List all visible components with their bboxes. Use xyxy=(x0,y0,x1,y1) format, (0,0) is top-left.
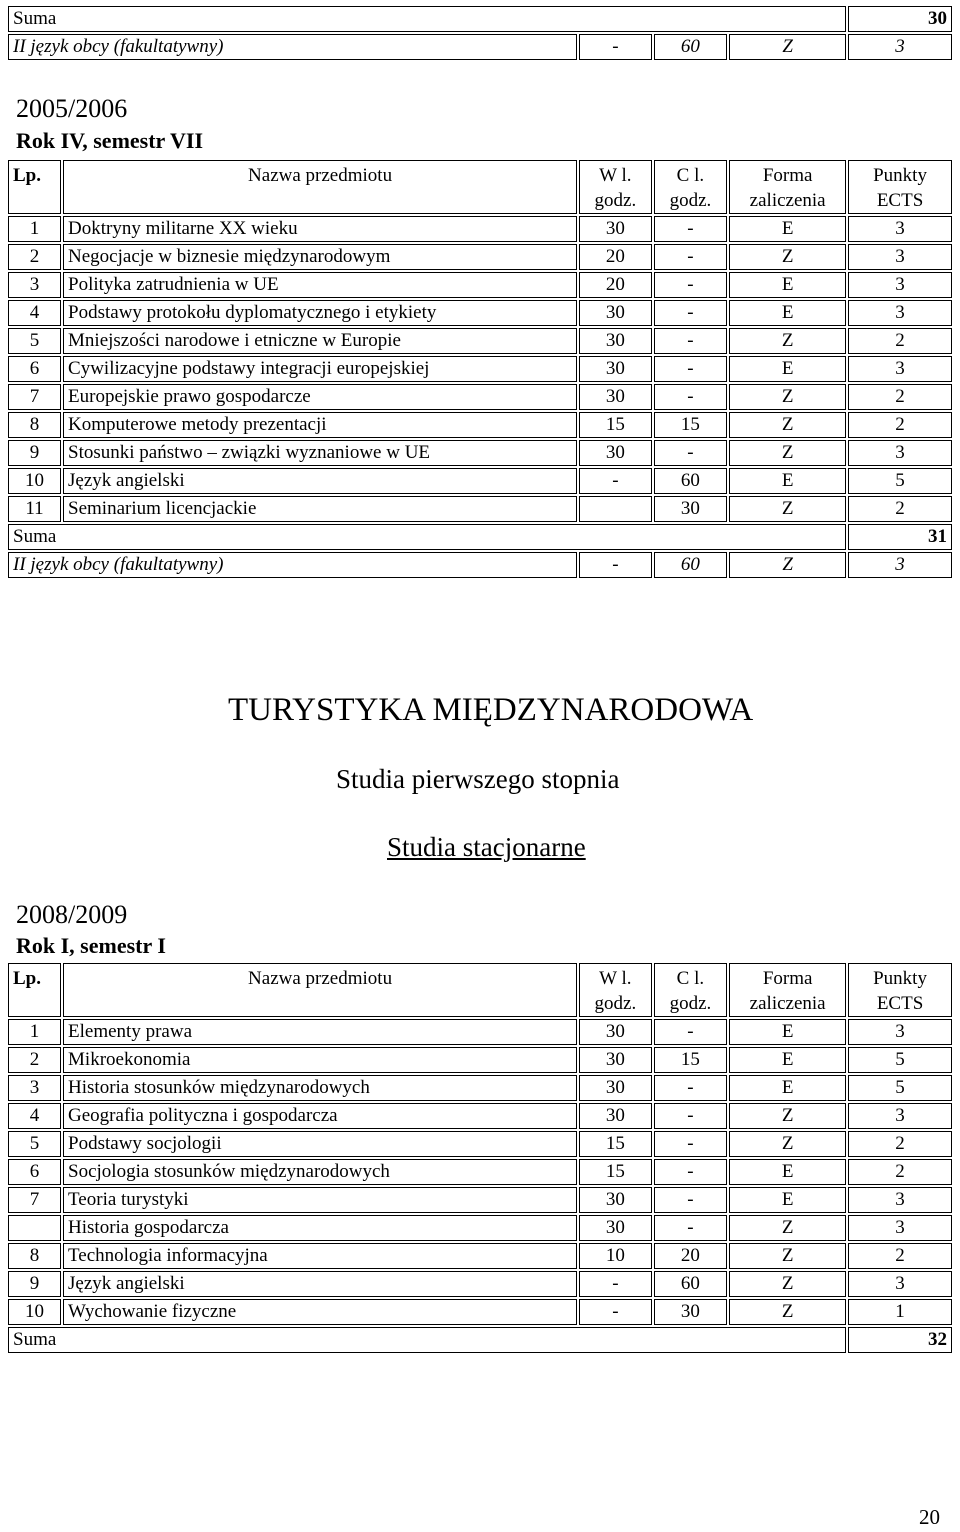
row-ects: 3 xyxy=(848,440,952,466)
row-w: 15 xyxy=(579,412,652,438)
table-row xyxy=(8,412,952,438)
row-name: Europejskie prawo gospodarcze xyxy=(63,384,577,410)
row-ects: 5 xyxy=(848,468,952,494)
extra-ects: 3 xyxy=(848,552,952,578)
row-c: 20 xyxy=(654,1243,728,1269)
row-forma: E xyxy=(729,356,846,382)
suma-row xyxy=(8,6,952,32)
row-name: Podstawy socjologii xyxy=(63,1131,577,1157)
section2-rows xyxy=(8,1019,952,1325)
row-c: - xyxy=(654,272,728,298)
row-lp: 6 xyxy=(8,356,61,382)
row-ects: 3 xyxy=(848,1187,952,1213)
row-forma: Z xyxy=(729,244,846,270)
row-ects: 5 xyxy=(848,1047,952,1073)
row-name: Historia gospodarcza xyxy=(63,1215,577,1241)
row-w: 10 xyxy=(579,1243,652,1269)
row-c: 60 xyxy=(654,1271,728,1297)
row-lp: 2 xyxy=(8,1047,61,1073)
row-name: Doktryny militarne XX wieku xyxy=(63,216,577,242)
table-row xyxy=(8,1047,952,1073)
row-lp: 4 xyxy=(8,300,61,326)
table-row xyxy=(8,440,952,466)
table-row xyxy=(8,1159,952,1185)
row-forma: E xyxy=(729,1159,846,1185)
row-lp: 3 xyxy=(8,1075,61,1101)
row-ects: 3 xyxy=(848,1019,952,1045)
row-c: 30 xyxy=(654,496,728,522)
page-number: 20 xyxy=(919,1505,940,1529)
row-lp: 9 xyxy=(8,440,61,466)
row-name: Negocjacje w biznesie międzynarodowym xyxy=(63,244,577,270)
row-w: 30 xyxy=(579,1187,652,1213)
row-ects: 2 xyxy=(848,412,952,438)
table-row xyxy=(8,356,952,382)
section2-semester: Rok I, semestr I xyxy=(16,933,166,958)
row-forma: Z xyxy=(729,1103,846,1129)
row-forma: E xyxy=(729,468,846,494)
suma-value: 32 xyxy=(848,1327,952,1353)
header-forma: Forma zaliczenia xyxy=(729,160,846,214)
suma-row xyxy=(8,524,952,550)
row-lp: 11 xyxy=(8,496,61,522)
header-name: Nazwa przedmiotu xyxy=(63,160,577,214)
row-ects: 2 xyxy=(848,1243,952,1269)
row-ects: 3 xyxy=(848,1103,952,1129)
row-ects: 2 xyxy=(848,328,952,354)
row-ects: 2 xyxy=(848,496,952,522)
row-ects: 2 xyxy=(848,384,952,410)
row-forma: Z xyxy=(729,1299,846,1325)
row-w xyxy=(579,496,652,522)
row-lp: 3 xyxy=(8,272,61,298)
row-w: 15 xyxy=(579,1131,652,1157)
row-c: - xyxy=(654,1075,728,1101)
table-row xyxy=(8,1019,952,1045)
row-forma: E xyxy=(729,1075,846,1101)
row-c: - xyxy=(654,244,728,270)
extra-name: II język obcy (fakultatywny) xyxy=(8,552,577,578)
row-w: 30 xyxy=(579,328,652,354)
table-header-row xyxy=(8,963,952,1017)
table-header-row xyxy=(8,160,952,214)
header-forma: Forma zaliczenia xyxy=(729,963,846,1017)
table-row xyxy=(8,1243,952,1269)
table-row xyxy=(8,1271,952,1297)
table-row xyxy=(8,244,952,270)
row-w: 30 xyxy=(579,384,652,410)
row-name: Stosunki państwo – związki wyznaniowe w UE xyxy=(63,440,577,466)
row-forma: E xyxy=(729,216,846,242)
header-c: C l. godz. xyxy=(654,963,728,1017)
row-c: - xyxy=(654,1131,728,1157)
row-lp: 10 xyxy=(8,1299,61,1325)
row-w: 30 xyxy=(579,1047,652,1073)
row-w: 20 xyxy=(579,244,652,270)
row-w: - xyxy=(579,1271,652,1297)
suma-row xyxy=(8,1327,952,1353)
row-c: 15 xyxy=(654,1047,728,1073)
row-lp: 6 xyxy=(8,1159,61,1185)
row-name: Komputerowe metody prezentacji xyxy=(63,412,577,438)
header-w: W l. godz. xyxy=(579,963,652,1017)
row-lp: 8 xyxy=(8,412,61,438)
suma-label: Suma xyxy=(8,524,846,550)
table-row xyxy=(8,1215,952,1241)
row-name: Podstawy protokołu dyplomatycznego i etykiety xyxy=(63,300,577,326)
row-name: Mikroekonomia xyxy=(63,1047,577,1073)
row-c: - xyxy=(654,216,728,242)
row-forma: Z xyxy=(729,1215,846,1241)
row-lp: 2 xyxy=(8,244,61,270)
row-forma: E xyxy=(729,1047,846,1073)
row-name: Polityka zatrudnienia w UE xyxy=(63,272,577,298)
row-lp xyxy=(8,1215,61,1241)
row-ects: 3 xyxy=(848,216,952,242)
row-c: - xyxy=(654,1159,728,1185)
header-name: Nazwa przedmiotu xyxy=(63,963,577,1017)
program-level: Studia pierwszego stopnia xyxy=(336,764,620,794)
row-lp: 8 xyxy=(8,1243,61,1269)
row-ects: 1 xyxy=(848,1299,952,1325)
row-lp: 1 xyxy=(8,1019,61,1045)
row-c: 30 xyxy=(654,1299,728,1325)
row-c: - xyxy=(654,440,728,466)
row-c: - xyxy=(654,328,728,354)
suma-label: Suma xyxy=(8,1327,846,1353)
extra-w: - xyxy=(579,552,652,578)
section1-semester: Rok IV, semestr VII xyxy=(16,128,204,153)
section1-year: 2005/2006 xyxy=(16,94,128,123)
row-forma: E xyxy=(729,300,846,326)
header-w: W l. godz. xyxy=(579,160,652,214)
row-w: 30 xyxy=(579,440,652,466)
row-w: 30 xyxy=(579,1019,652,1045)
row-name: Seminarium licencjackie xyxy=(63,496,577,522)
row-ects: 3 xyxy=(848,272,952,298)
program-title: TURYSTYKA MIĘDZYNARODOWA xyxy=(228,692,754,728)
table-row xyxy=(8,300,952,326)
table-row xyxy=(8,496,952,522)
row-lp: 9 xyxy=(8,1271,61,1297)
row-ects: 3 xyxy=(848,300,952,326)
table-row xyxy=(8,384,952,410)
row-lp: 1 xyxy=(8,216,61,242)
row-name: Technologia informacyjna xyxy=(63,1243,577,1269)
row-c: - xyxy=(654,1103,728,1129)
table-row xyxy=(8,1187,952,1213)
table-row xyxy=(8,1299,952,1325)
row-name: Socjologia stosunków międzynarodowych xyxy=(63,1159,577,1185)
extra-name: II język obcy (fakultatywny) xyxy=(8,34,577,60)
row-w: 30 xyxy=(579,216,652,242)
row-lp: 4 xyxy=(8,1103,61,1129)
row-w: 30 xyxy=(579,300,652,326)
row-ects: 5 xyxy=(848,1075,952,1101)
header-lp: Lp. xyxy=(8,963,61,1017)
row-lp: 7 xyxy=(8,1187,61,1213)
table-row xyxy=(8,272,952,298)
row-lp: 7 xyxy=(8,384,61,410)
row-forma: Z xyxy=(729,1243,846,1269)
table-row xyxy=(8,1075,952,1101)
row-w: - xyxy=(579,468,652,494)
row-forma: E xyxy=(729,1187,846,1213)
row-forma: Z xyxy=(729,1131,846,1157)
program-mode: Studia stacjonarne xyxy=(387,832,586,862)
row-ects: 2 xyxy=(848,1131,952,1157)
top-table xyxy=(6,4,954,62)
table-row xyxy=(8,468,952,494)
row-name: Mniejszości narodowe i etniczne w Europie xyxy=(63,328,577,354)
row-forma: Z xyxy=(729,384,846,410)
row-c: - xyxy=(654,1019,728,1045)
extra-language-row xyxy=(8,34,952,60)
row-name: Język angielski xyxy=(63,468,577,494)
header-ects: Punkty ECTS xyxy=(848,160,952,214)
row-ects: 3 xyxy=(848,356,952,382)
suma-value: 30 xyxy=(848,6,952,32)
row-c: - xyxy=(654,300,728,326)
section1-table xyxy=(6,158,954,580)
row-c: - xyxy=(654,384,728,410)
row-forma: Z xyxy=(729,412,846,438)
suma-value: 31 xyxy=(848,524,952,550)
row-name: Elementy prawa xyxy=(63,1019,577,1045)
suma-label: Suma xyxy=(8,6,846,32)
header-lp: Lp. xyxy=(8,160,61,214)
extra-forma: Z xyxy=(729,34,846,60)
row-forma: E xyxy=(729,1019,846,1045)
row-w: 30 xyxy=(579,1215,652,1241)
row-c: - xyxy=(654,356,728,382)
extra-w: - xyxy=(579,34,652,60)
extra-c: 60 xyxy=(654,552,728,578)
section2-year: 2008/2009 xyxy=(16,900,128,929)
row-w: 15 xyxy=(579,1159,652,1185)
row-lp: 5 xyxy=(8,1131,61,1157)
extra-language-row xyxy=(8,552,952,578)
row-w: - xyxy=(579,1299,652,1325)
row-forma: Z xyxy=(729,440,846,466)
extra-c: 60 xyxy=(654,34,728,60)
row-name: Historia stosunków międzynarodowych xyxy=(63,1075,577,1101)
row-name: Teoria turystyki xyxy=(63,1187,577,1213)
row-forma: Z xyxy=(729,328,846,354)
header-ects: Punkty ECTS xyxy=(848,963,952,1017)
section2-table xyxy=(6,961,954,1355)
row-lp: 10 xyxy=(8,468,61,494)
row-c: - xyxy=(654,1215,728,1241)
row-forma: Z xyxy=(729,1271,846,1297)
table-row xyxy=(8,1103,952,1129)
row-w: 30 xyxy=(579,1103,652,1129)
row-ects: 3 xyxy=(848,1271,952,1297)
row-lp: 5 xyxy=(8,328,61,354)
extra-ects: 3 xyxy=(848,34,952,60)
row-c: 60 xyxy=(654,468,728,494)
row-name: Geografia polityczna i gospodarcza xyxy=(63,1103,577,1129)
row-name: Wychowanie fizyczne xyxy=(63,1299,577,1325)
row-forma: Z xyxy=(729,496,846,522)
section1-rows xyxy=(8,216,952,522)
row-c: 15 xyxy=(654,412,728,438)
row-forma: E xyxy=(729,272,846,298)
table-row xyxy=(8,1131,952,1157)
row-c: - xyxy=(654,1187,728,1213)
row-ects: 3 xyxy=(848,244,952,270)
row-w: 30 xyxy=(579,1075,652,1101)
row-name: Język angielski xyxy=(63,1271,577,1297)
row-ects: 3 xyxy=(848,1215,952,1241)
table-row xyxy=(8,328,952,354)
row-w: 20 xyxy=(579,272,652,298)
extra-forma: Z xyxy=(729,552,846,578)
row-name: Cywilizacyjne podstawy integracji europejskiej xyxy=(63,356,577,382)
row-w: 30 xyxy=(579,356,652,382)
table-row xyxy=(8,216,952,242)
row-ects: 2 xyxy=(848,1159,952,1185)
header-c: C l. godz. xyxy=(654,160,728,214)
